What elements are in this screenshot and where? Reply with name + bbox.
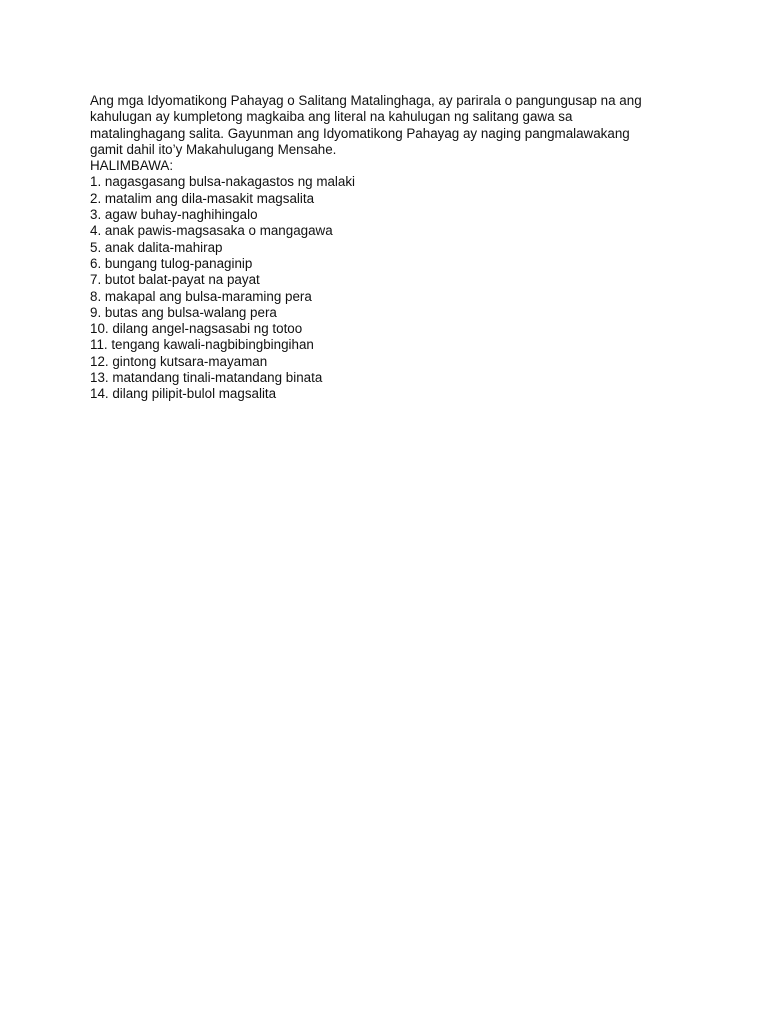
intro-line: Ang mga Idyomatikong Pahayag o Salitang Matalinghaga, ay parirala o pangungusap na ang: [90, 93, 642, 108]
example-item: 9. butas ang bulsa-walang pera: [90, 304, 277, 320]
intro-line: matalinghagang salita. Gayunman ang Idyomatikong Pahayag ay naging pangmalawakang: [90, 125, 630, 141]
example-item: 11. tengang kawali-nagbibingbingihan: [90, 337, 314, 353]
example-item: 12. gintong kutsara-mayaman: [90, 353, 268, 369]
example-item: 10. dilang angel-nagsasabi ng totoo: [90, 321, 303, 337]
document-page: [90, 93, 680, 403]
example-item: 7. butot balat-payat na payat: [90, 272, 260, 288]
example-item: 3. agaw buhay-naghihingalo: [90, 207, 258, 223]
example-item: 14. dilang pilipit-bulol magsalita: [90, 386, 277, 402]
examples-list: [90, 174, 680, 402]
intro-line: gamit dahil ito’y Makahulugang Mensahe.: [90, 141, 337, 157]
example-item: 2. matalim ang dila-masakit magsalita: [90, 190, 315, 206]
intro-paragraph: [90, 93, 680, 158]
example-item: 8. makapal ang bulsa-maraming pera: [90, 288, 312, 304]
example-item: 6. bungang tulog-panaginip: [90, 255, 253, 271]
example-item: 5. anak dalita-mahirap: [90, 239, 223, 255]
example-item: 13. matandang tinali-matandang binata: [90, 370, 323, 386]
intro-line: kahulugan ay kumpletong magkaiba ang literal na kahulugan ng salitang gawa sa: [90, 109, 573, 125]
example-item: 1. nagasgasang bulsa-nakagastos ng malaki: [90, 174, 356, 190]
examples-heading: HALIMBAWA:: [90, 158, 174, 174]
example-item: 4. anak pawis-magsasaka o mangagawa: [90, 223, 333, 239]
